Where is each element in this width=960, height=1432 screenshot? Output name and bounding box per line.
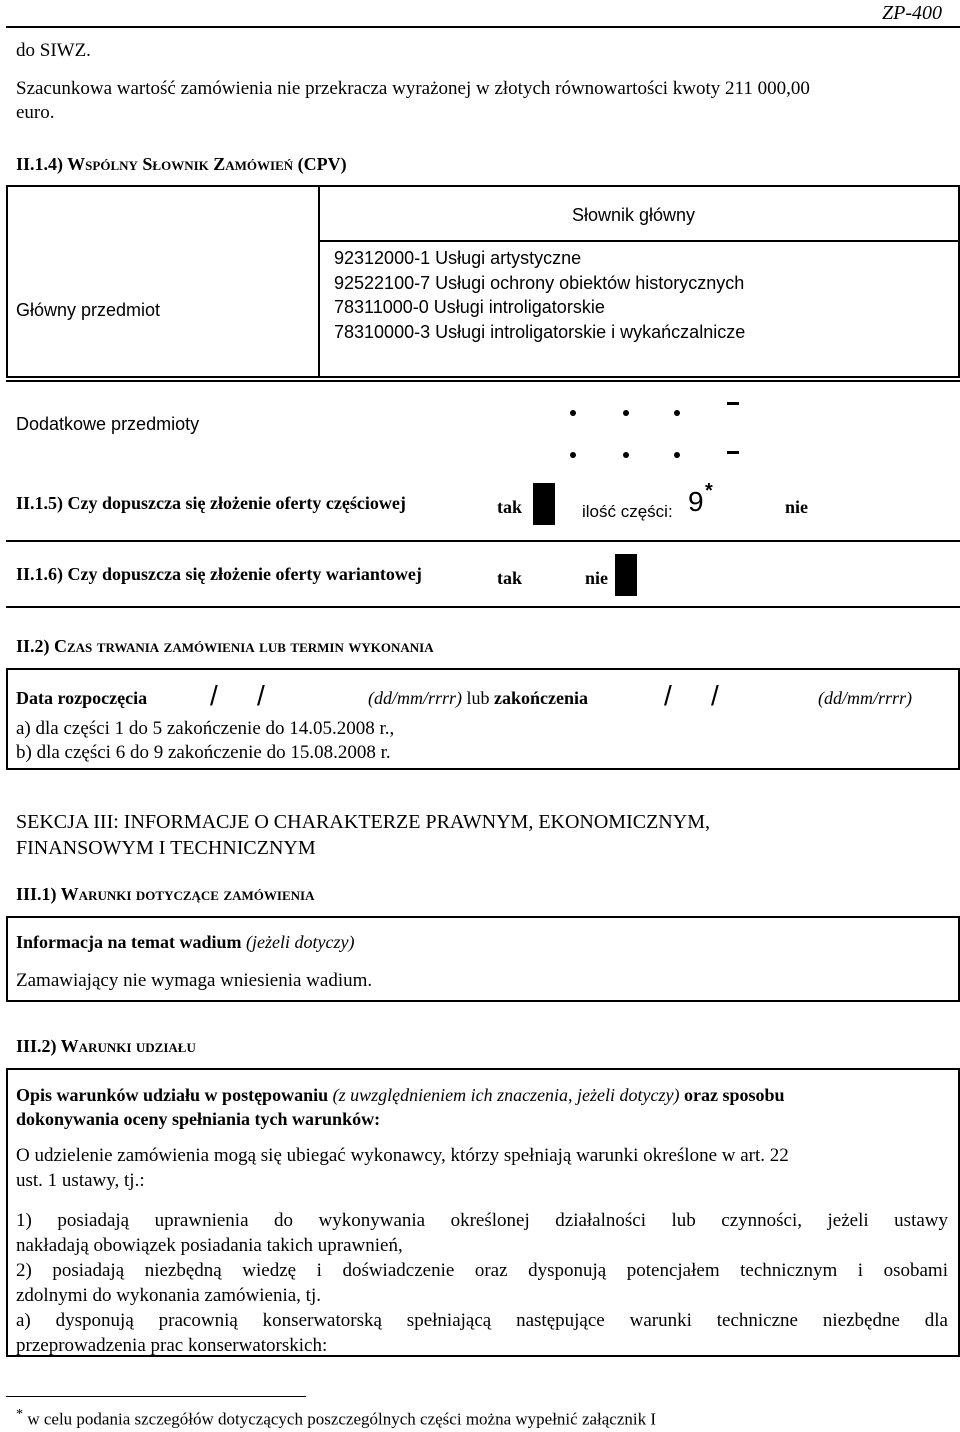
conditions-p1 [16, 1143, 938, 1193]
start-date-format-group [368, 688, 588, 709]
footnote [16, 1406, 656, 1430]
text-line: nakładają obowiązek posiadania takich uprawnień, [16, 1235, 403, 1256]
cond-label-1: Opis warunków udziału w postępowaniu [16, 1085, 329, 1105]
cpv-header-rule [318, 240, 960, 242]
placeholder-dash [727, 402, 739, 405]
intro-line-2: Szacunkowa wartość zamówienia nie przekracza wyrażonej w złotych równowartości kwoty 211 000,00 [16, 78, 810, 99]
end-date-label: zakończenia [494, 688, 589, 708]
wadium-hint: (jeżeli dotyczy) [245, 932, 355, 952]
duration-heading: II.2) Czas trwania zamówienia lub termin wykonania [16, 636, 434, 656]
section3-h1: III.1) Warunki dotyczące zamówienia [16, 884, 315, 904]
section3-title-line: SEKCJA III: INFORMACJE O CHARAKTERZE PRAWNYM, EKONOMICZNYM, [16, 811, 710, 833]
top-rule [6, 26, 960, 28]
section3-title [16, 809, 710, 861]
cpv-dict-header: Słownik główny [572, 205, 696, 225]
or-word: lub [466, 688, 490, 708]
wadium-label-row [16, 932, 354, 953]
section3-h2: III.2) Warunki udziału [16, 1036, 196, 1056]
section3-title-line: FINANSOWYM I TECHNICZNYM [16, 837, 316, 859]
placeholder-dot [570, 452, 576, 458]
text-line: przeprowadzenia prac konserwatorskich: [16, 1335, 328, 1356]
cpv-main-label: Główny przedmiot [16, 300, 161, 320]
document-code: ZP-400 [882, 2, 942, 24]
placeholder-dot [623, 410, 629, 416]
text-line: 1) posiadają uprawnienia do wykonywania określonej działalności lub czynności, jeżeli ustawy [16, 1210, 948, 1231]
start-date-label: Data rozpoczęcia [16, 688, 148, 708]
date-slash: / [257, 680, 265, 711]
parts-count-value: 9 [688, 486, 704, 517]
duration-line-a: a) dla części 1 do 5 zakończenie do 14.05.2008 r., [16, 718, 395, 739]
variant-question: II.1.6) Czy dopuszcza się złożenie oferty wariantowej [16, 564, 422, 584]
cpv-heading: II.1.4) Wspólny Słownik Zamówień (CPV) [16, 154, 347, 174]
cond-label-2: oraz sposobu [684, 1085, 785, 1105]
variant-no-checkbox[interactable] [615, 554, 637, 596]
date-slash: / [711, 680, 719, 711]
conditions-p3 [16, 1258, 948, 1308]
footnote-text: w celu podania szczegółów dotyczących poszczególnych części można wypełnić załącznik I [27, 1409, 657, 1429]
variant-yes-label: tak [497, 568, 523, 588]
intro-line-1: do SIWZ. [16, 40, 91, 61]
cpv-code: 78311000-0 Usługi introligatorskie [334, 297, 605, 317]
partial-bottom-rule [6, 540, 960, 542]
partial-no-label: nie [785, 497, 809, 517]
footnote-ref: * [705, 480, 713, 502]
additional-label: Dodatkowe przedmioty [16, 414, 200, 434]
conditions-p2 [16, 1208, 948, 1258]
footnote-rule [6, 1396, 306, 1397]
cpv-code: 78310000-3 Usługi introligatorskie i wykańczalnicze [334, 321, 746, 342]
additional-top-rule [6, 380, 960, 382]
variant-no-label: nie [585, 568, 609, 588]
placeholder-dot [570, 410, 576, 416]
partial-yes-checkbox[interactable] [533, 483, 555, 525]
partial-yes-label: tak [497, 497, 523, 517]
text-line: O udzielenie zamówienia mogą się ubiegać wykonawcy, którzy spełniają warunki określone w art. 22 [16, 1145, 789, 1166]
placeholder-dot [674, 452, 680, 458]
conditions-label [16, 1083, 936, 1131]
cond-label-3: dokonywania oceny spełniania tych warunków: [16, 1109, 381, 1129]
date-format: (dd/mm/rrrr) [368, 688, 463, 708]
text-line: zdolnymi do wykonania zamówienia, tj. [16, 1285, 321, 1306]
wadium-label: Informacja na temat wadium [16, 932, 242, 952]
cond-hint: (z uwzględnieniem ich znaczenia, jeżeli dotyczy) [332, 1085, 680, 1105]
cpv-code: 92312000-1 Usługi artystyczne [334, 248, 582, 268]
partial-question: II.1.5) Czy dopuszcza się złożenie oferty częściowej [16, 493, 406, 513]
text-line: a) dysponują pracownią konserwatorską spełniającą następujące warunki techniczne niezbędne dla [16, 1310, 948, 1331]
variant-bottom-rule [6, 606, 960, 608]
cpv-code: 92522100-7 Usługi ochrony obiektów historycznych [334, 272, 745, 293]
text-line: 2) posiadają niezbędną wiedzę i doświadczenie oraz dysponują potencjałem technicznym i osobami [16, 1260, 948, 1281]
placeholder-dot [623, 452, 629, 458]
text-line: ust. 1 ustawy, tj.: [16, 1170, 145, 1191]
end-date-format: (dd/mm/rrrr) [818, 688, 913, 708]
parts-count-label: ilość części: [582, 502, 673, 521]
cpv-table-divider [318, 185, 320, 378]
placeholder-dash [727, 451, 739, 454]
conditions-p4 [16, 1308, 948, 1358]
wadium-text: Zamawiający nie wymaga wniesienia wadium. [16, 970, 373, 991]
date-slash: / [664, 680, 672, 711]
intro-line-3: euro. [16, 102, 55, 123]
duration-line-b: b) dla części 6 do 9 zakończenie do 15.08.2008 r. [16, 742, 391, 763]
footnote-mark: * [16, 1406, 24, 1422]
cpv-codes-list [334, 246, 745, 344]
placeholder-dot [674, 410, 680, 416]
date-slash: / [210, 680, 218, 711]
